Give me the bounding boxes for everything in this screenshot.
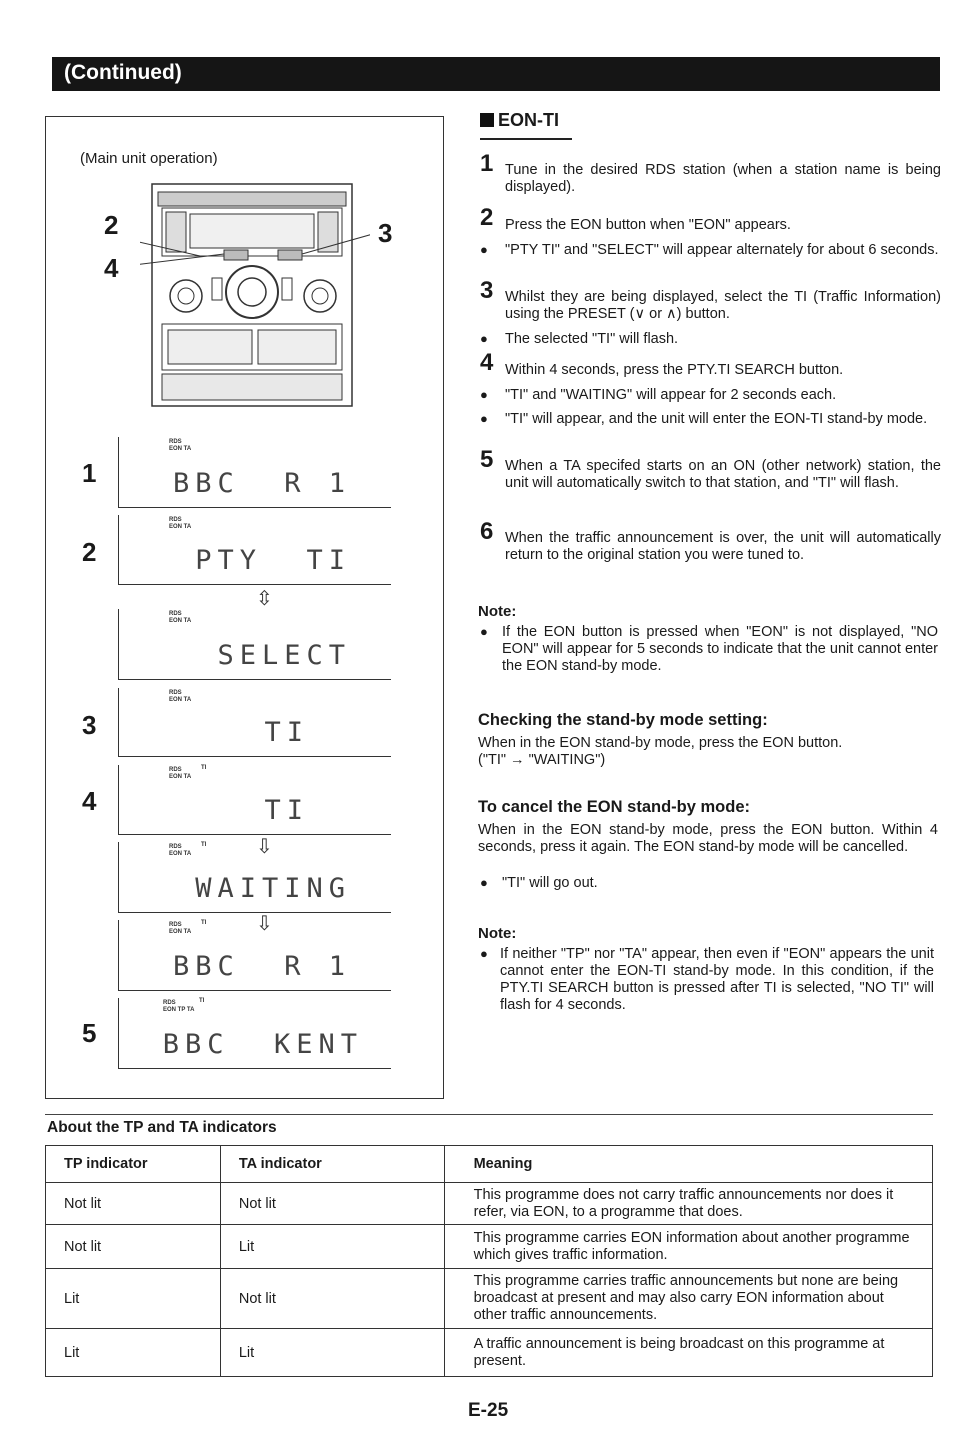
step-number: 2 [82,537,97,567]
page-number: E-25 [468,1400,509,1421]
display-text: TI [264,795,309,826]
cell-ta: Not lit [220,1183,444,1225]
cell-meaning: This programme carries EON information about another programme which gives traffic information. [444,1225,932,1269]
step-1-number: 1 [480,150,494,177]
step-3-text: Whilst they are being displayed, select the TI (Traffic Information) using the PRESET (∨ or ∧) button. [505,289,941,322]
check-sequence: ("TI" → "WAITING") [478,752,606,768]
down-arrow-icon: ⇩ [256,913,273,935]
heading-underline [480,138,572,140]
cell-tp: Lit [46,1329,221,1377]
step-number: 3 [82,710,97,740]
callout-2: 2 [104,210,119,240]
display-text: BBC R 1 [172,951,351,982]
table-row [46,1183,933,1225]
bullet-icon: ● [480,387,488,402]
cell-tp: Lit [46,1269,221,1329]
table-row [46,1269,933,1329]
display-window: RDS EON TA PTY TI [118,515,391,585]
table-header-row [46,1146,933,1183]
display-window: RDS EON TA TI [118,688,391,757]
display-window: RDS EON TA TI TI [118,765,391,835]
section-divider [45,1114,933,1115]
step-number: 5 [82,1018,97,1048]
bullet-icon: ● [480,875,488,890]
display-window: RDS EON TA BBC R 1 [118,437,391,508]
step-1-text: Tune in the desired RDS station (when a station name is being displayed). [505,162,941,195]
callout-4: 4 [104,253,119,283]
cell-meaning: This programme carries traffic announcements but none are being broadcast at present and may also carry EON information about other traffic announcements. [444,1269,932,1329]
bullet-icon: ● [480,946,488,961]
cell-ta: Lit [220,1225,444,1269]
bullet-icon: ● [480,242,488,257]
step-5-number: 5 [480,446,494,473]
header-tp: TP indicator [46,1146,221,1183]
cell-ta: Not lit [220,1269,444,1329]
cell-ta: Lit [220,1329,444,1377]
display-text: WAITING [195,873,351,904]
continued-banner [52,57,940,91]
display-text: BBC R 1 [172,468,351,499]
cell-meaning: A traffic announcement is being broadcast on this programme at present. [444,1329,932,1377]
indicator-table [45,1145,933,1377]
section-heading: EON-TI [480,110,559,131]
step-4-text: Within 4 seconds, press the PTY.TI SEARCH button. [505,362,844,378]
step-number: 1 [82,458,97,488]
note-label: Note: [478,603,517,620]
cell-tp: Not lit [46,1225,221,1269]
main-unit-illustration [140,182,370,412]
bullet-text: "PTY TI" and "SELECT" will appear alternately for about 6 seconds. [505,242,939,258]
cancel-text: When in the EON stand-by mode, press the EON button. Within 4 seconds, press it again. The EON stand-by mode will be cancelled. [478,822,938,855]
display-window: RDS EON TA TI WAITING [118,842,391,913]
header-ta: TA indicator [220,1146,444,1183]
bullet-text: The selected "TI" will flash. [505,331,679,347]
banner-text: (Continued) [64,61,182,84]
display-window: RDS EON TP TA TI BBC KENT [118,998,391,1069]
bullet-text: "TI" will go out. [502,875,598,891]
bullet-text: "TI" will appear, and the unit will enter the EON-TI stand-by mode. [505,411,928,427]
table-title: About the TP and TA indicators [47,1119,277,1136]
bullet-text: "TI" and "WAITING" will appear for 2 seconds each. [505,387,837,403]
table-row [46,1225,933,1269]
table-row [46,1329,933,1377]
step-number: 4 [82,786,97,816]
check-text: When in the EON stand-by mode, press the EON button. [478,735,843,751]
step-3-number: 3 [480,277,494,304]
down-arrow-icon: ⇩ [256,836,273,858]
bullet-icon: ● [480,331,488,346]
step-2-number: 2 [480,204,494,231]
bullet-icon: ● [480,411,488,426]
step-4-number: 4 [480,349,494,376]
alternate-arrow-icon: ⇳ [256,588,273,610]
check-heading: Checking the stand-by mode setting: [478,711,768,729]
display-window: RDS EON TA TI BBC R 1 [118,920,391,991]
display-text: SELECT [217,640,351,671]
step-5-text: When a TA specifed starts on an ON (other network) station, the unit will automatically switch to that station, and "TI" will flash. [505,458,941,491]
step-6-number: 6 [480,518,494,545]
display-text: TI [264,717,309,748]
header-meaning: Meaning [444,1146,932,1183]
step-6-text: When the traffic announcement is over, the unit will automatically return to the original station you were tuned to. [505,530,941,563]
note-text: If neither "TP" nor "TA" appear, then even if "EON" appears the unit cannot enter the EON-TI stand-by mode. In this condition, if the PTY.TI SEARCH button is pressed after TI is selected, "NO TI" will flash for 4 seconds. [500,946,934,1013]
cancel-heading: To cancel the EON stand-by mode: [478,798,750,816]
note-text: If the EON button is pressed when "EON" is not displayed, "NO EON" will appear for 5 seconds to indicate that the unit cannot enter the EON stand-by mode. [502,624,938,674]
cell-tp: Not lit [46,1183,221,1225]
display-text: PTY TI [195,545,351,576]
display-text: BBC KENT [162,1029,363,1060]
display-window: RDS EON TA SELECT [118,609,391,680]
main-unit-caption: (Main unit operation) [80,150,218,167]
bullet-icon: ● [480,624,488,639]
step-2-text: Press the EON button when "EON" appears. [505,217,791,233]
cell-meaning: This programme does not carry traffic announcements nor does it refer, via EON, to a programme that does. [444,1183,932,1225]
note-label: Note: [478,925,517,942]
callout-3: 3 [378,218,393,248]
